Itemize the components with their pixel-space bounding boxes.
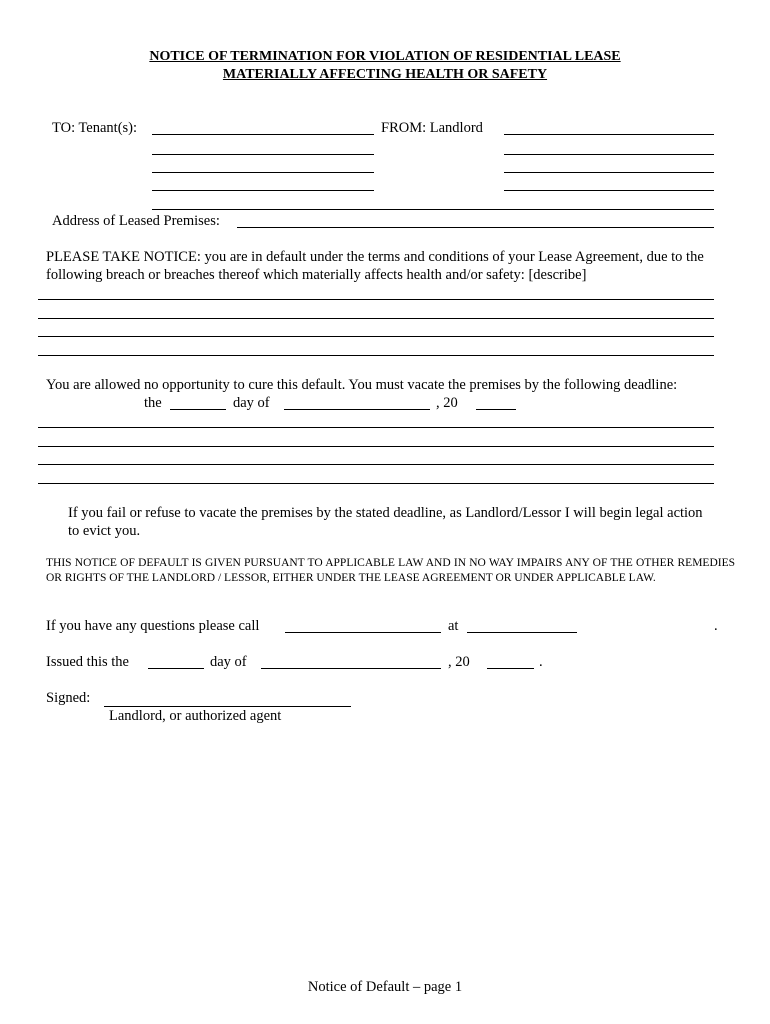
- tenant-field-1[interactable]: [152, 134, 374, 135]
- cure-paragraph: You are allowed no opportunity to cure this default. You must vacate the premises by the following deadline:: [46, 377, 678, 393]
- questions-phone-field[interactable]: [467, 632, 577, 633]
- landlord-field-2[interactable]: [504, 154, 714, 155]
- issued-label: Issued this the: [46, 654, 129, 670]
- issued-year-label: , 20: [448, 654, 470, 670]
- questions-label: If you have any questions please call: [46, 618, 260, 634]
- issued-year-field[interactable]: [487, 668, 534, 669]
- deadline-the-label: the: [144, 395, 162, 411]
- deadline-year-field[interactable]: [476, 409, 516, 410]
- questions-period: .: [714, 618, 718, 634]
- to-tenant-label: TO: Tenant(s):: [52, 120, 138, 136]
- landlord-field-3[interactable]: [504, 172, 714, 173]
- deadline-day-field[interactable]: [170, 409, 226, 410]
- deadline-day-of-label: day of: [233, 395, 270, 411]
- cure-line-1[interactable]: [38, 427, 714, 428]
- legal-notice-paragraph: THIS NOTICE OF DEFAULT IS GIVEN PURSUANT TO APPLICABLE LAW AND IN NO WAY IMPAIRS ANY OF THE OTHER REMEDIES OR RIGHTS OF THE LANDLORD / LESSOR, EITHER UNDER THE LEASE AGREEMENT OR UNDER APPLICABLE LAW.: [46, 557, 735, 584]
- cure-line-3[interactable]: [38, 464, 714, 465]
- signed-label: Signed:: [46, 690, 91, 706]
- issued-day-of-label: day of: [210, 654, 247, 670]
- tenant-field-4[interactable]: [152, 190, 374, 191]
- notice-paragraph: PLEASE TAKE NOTICE: you are in default under the terms and conditions of your Lease Agreement, due to the following breach or breaches thereof which materially affects health and/or safety: [describe]: [46, 249, 704, 283]
- issued-period: .: [539, 654, 543, 670]
- document-title-line1: NOTICE OF TERMINATION FOR VIOLATION OF RESIDENTIAL LEASE: [149, 49, 621, 64]
- address-field[interactable]: [237, 227, 714, 228]
- page-footer: Notice of Default – page 1: [307, 979, 463, 995]
- questions-at-label: at: [448, 618, 459, 634]
- address-label: Address of Leased Premises:: [52, 213, 220, 229]
- landlord-field-1[interactable]: [504, 134, 714, 135]
- landlord-field-4[interactable]: [504, 190, 714, 191]
- tenant-field-3[interactable]: [152, 172, 374, 173]
- document-title-line2: MATERIALLY AFFECTING HEALTH OR SAFETY: [222, 67, 548, 82]
- issued-month-field[interactable]: [261, 668, 441, 669]
- breach-line-1[interactable]: [38, 299, 714, 300]
- evict-paragraph: If you fail or refuse to vacate the premises by the stated deadline, as Landlord/Lessor I will begin legal action to evict you.: [68, 505, 703, 539]
- deadline-year-label: , 20: [436, 395, 458, 411]
- breach-line-2[interactable]: [38, 318, 714, 319]
- breach-line-3[interactable]: [38, 336, 714, 337]
- questions-name-field[interactable]: [285, 632, 441, 633]
- issued-day-field[interactable]: [148, 668, 204, 669]
- deadline-month-field[interactable]: [284, 409, 430, 410]
- signature-caption: Landlord, or authorized agent: [109, 708, 282, 724]
- breach-line-4[interactable]: [38, 355, 714, 356]
- address-field-upper[interactable]: [152, 209, 714, 210]
- tenant-field-2[interactable]: [152, 154, 374, 155]
- from-landlord-label: FROM: Landlord: [381, 120, 483, 136]
- cure-line-2[interactable]: [38, 446, 714, 447]
- cure-line-4[interactable]: [38, 483, 714, 484]
